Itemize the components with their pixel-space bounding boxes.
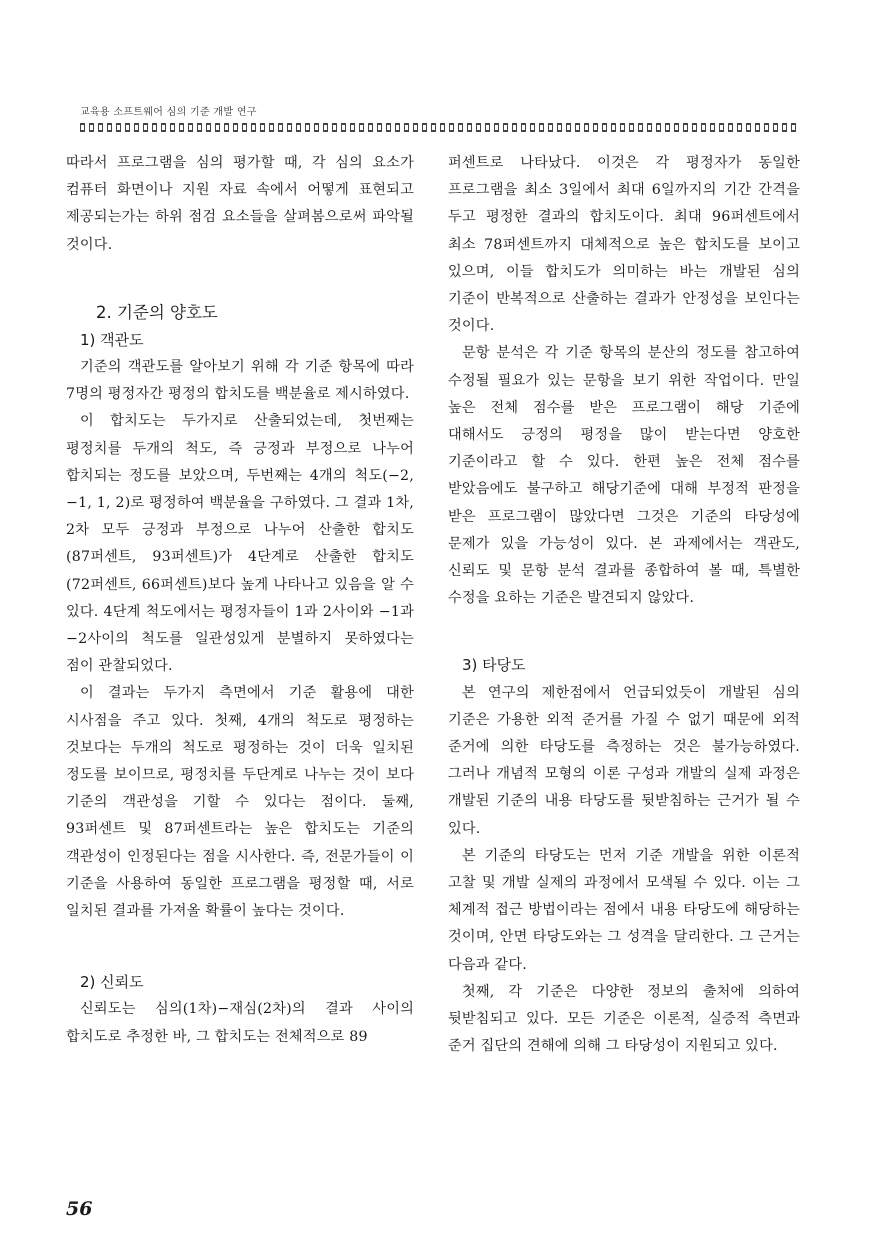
right-paragraph-4: 본 기준의 타당도는 먼저 기준 개발을 위한 이론적 고찰 및 개발 실제의 과정에서 모색될 수 있다. 이는 그 체계적 접근 방법이라는 점에서 내용 타당도에 해당하는 것이며, 안면 타당도와는 그 성격을 달리한다. 그 근거는 다음과 같다. xyxy=(448,847,800,973)
left-column xyxy=(66,150,414,1051)
right-column xyxy=(448,150,800,1061)
subsection-reliability-title: 2) 신뢰도 xyxy=(80,973,144,992)
running-header: 교육용 소프트웨어 심의 기준 개발 연구 xyxy=(80,107,257,118)
left-paragraph-1: 따라서 프로그램을 심의 평가할 때, 각 심의 요소가 컴퓨터 화면이나 지원 자료 속에서 어떻게 표현되고 제공되는가는 하위 점검 요소들을 살펴봄으로써 파악될 것이다. xyxy=(66,155,414,253)
subsection-validity-title: 3) 타당도 xyxy=(462,656,526,675)
left-paragraph-2: 기준의 객관도를 알아보기 위해 각 기준 항목에 따라 7명의 평정자간 평정의 합치도를 백분율로 제시하였다. xyxy=(66,359,414,403)
right-paragraph-3: 본 연구의 제한점에서 언급되었듯이 개발된 심의 기준은 가용한 외적 준거를 가질 수 없기 때문에 외적 준거에 의한 타당도를 측정하는 것은 불가능하였다. 그러나 개념적 모형의 이론 구성과 개발의 실제 과정은 개발된 기준의 내용 타당도를 뒷받침하는 근거가 될 수 있다. xyxy=(448,684,800,837)
left-paragraph-3: 이 합치도는 두가지로 산출되었는데, 첫번째는 평정치를 두개의 척도, 즉 긍정과 부정으로 나누어 합치되는 정도를 보았으며, 두번째는 4개의 척도(−2, −1, 1, 2)로 평정하여 백분율을 구하였다. 그 결과 1차, 2차 모두 긍정과 부정으로 나누어 산출한 합치도(87퍼센트, 93퍼센트)가 4단계로 산출한 합치도(72퍼센트, 66퍼센트)보다 높게 나타나고 있음을 알 수 있다. 4단계 척도에서는 평정자들이 1과 2사이와 −1과 −2사이의 척도를 일관성있게 분별하지 못하였다는 점이 관찰되었다. xyxy=(66,413,414,675)
section-title: 2. 기준의 양호도 xyxy=(96,302,218,322)
right-paragraph-1: 퍼센트로 나타났다. 이것은 각 평정자가 동일한 프로그램을 최소 3일에서 최대 6일까지의 기간 간격을 두고 평정한 결과의 합치도이다. 최대 96퍼센트에서 최소 78퍼센트까지 대체적으로 높은 합치도를 보이고 있으며, 이들 합치도가 의미하는 바는 개발된 심의 기준이 반복적으로 산출하는 결과가 안정성을 보인다는 것이다. xyxy=(448,155,800,335)
left-paragraph-5: 신뢰도는 심의(1차)−재심(2차)의 결과 사이의 합치도로 추정한 바, 그 합치도는 전체적으로 89 xyxy=(66,1001,414,1045)
right-paragraph-2: 문항 분석은 각 기준 항목의 분산의 정도를 참고하여 수정될 필요가 있는 문항을 보기 위한 작업이다. 만일 높은 전체 점수를 받은 프로그램이 해당 기준에 대해서도 긍정의 평정을 많이 받는다면 양호한 기준이라고 할 수 있다. 한편 높은 전체 점수를 받았음에도 불구하고 해당기준에 대해 부정적 판정을 받은 프로그램이 많았다면 그것은 기준의 타당성에 문제가 있을 가능성이 있다. 본 과제에서는 객관도, 신뢰도 및 문항 분석 결과를 종합하여 볼 때, 특별한 수정을 요하는 기준은 발견되지 않았다. xyxy=(448,345,800,607)
left-paragraph-4: 이 결과는 두가지 측면에서 기준 활용에 대한 시사점을 주고 있다. 첫째, 4개의 척도로 평정하는 것보다는 두개의 척도로 평정하는 것이 더욱 일치된 정도를 보이므로, 평정치를 두단계로 나누는 것이 보다 기준의 객관성을 기할 수 있다는 점이다. 둘째, 93퍼센트 및 87퍼센트라는 높은 합치도는 기준의 객관성이 인정된다는 점을 시사한다. 즉, 전문가들이 이 기준을 사용하여 동일한 프로그램을 평정할 때, 서로 일치된 결과를 가져올 확률이 높다는 것이다. xyxy=(66,685,414,920)
subsection-objectivity-title: 1) 객관도 xyxy=(80,330,144,349)
page-number: 56 xyxy=(66,1198,93,1220)
right-paragraph-5: 첫째, 각 기준은 다양한 정보의 출처에 의하여 뒷받침되고 있다. 모든 기준은 이론적, 실증적 측면과 준거 집단의 견해에 의해 그 타당성이 지원되고 있다. xyxy=(448,983,800,1055)
header-dotted-rule xyxy=(80,123,796,132)
